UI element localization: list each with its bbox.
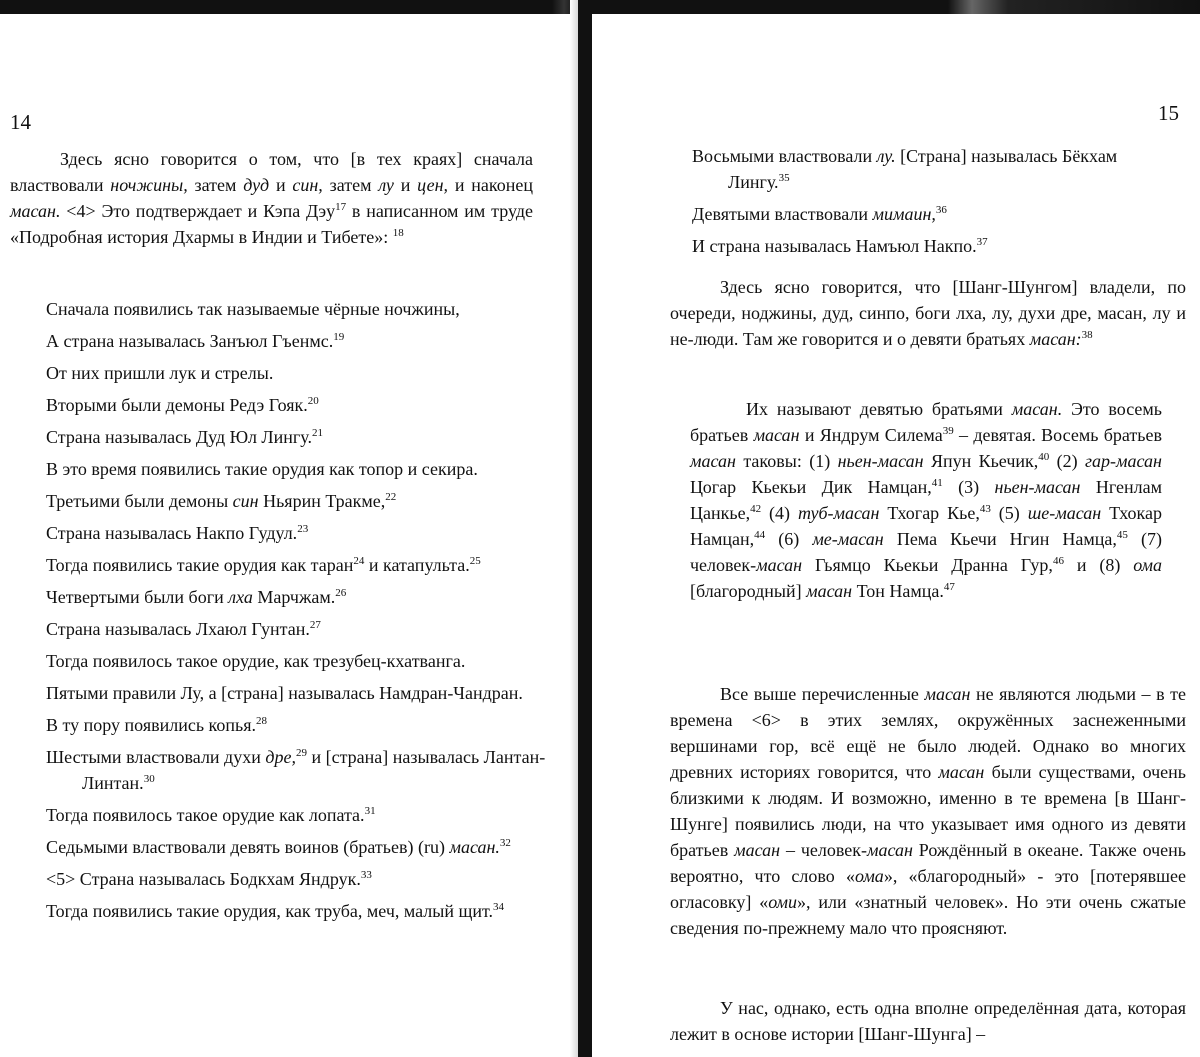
footnote-ref: 17 [335,201,346,213]
block-quote: Их называют девятью братьями масан. Это восемь братьев масан и Яндрум Силема39 – девятая. Восемь братьев масан таковы: (1) ньен-масан Япун Кьечик,40 (2) гар-масан Цогар Кьекьи Дик Намцан,41 (3) ньен-масан Нгенлам Цанкье,42 (4) туб-масан Тхогар Кье,43 (5) ше-масан Тхокар Намцан,44 (6) ме-масан Пема Кьечи Нгин Намца,45 (7) человек-масан Гьямцо Кьекьи Дранна Гур,46 и (8) ома [благородный] масан Тон Намца.47 [690,396,1162,604]
verse-line: <5> Страна называлась Бодкхам Яндрук.33 [46,866,546,892]
right-verse-list [692,143,1152,265]
verse-line: Страна называлась Лхаюл Гунтан.27 [46,616,546,642]
verse-line: Страна называлась Накпо Гудул.23 [46,520,546,546]
verse-line: Седьмыми властвовали девять воинов (братьев) (ru) масан.32 [46,834,546,860]
verse-line: В ту пору появились копья.28 [46,712,546,738]
verse-line: Вторыми были демоны Редэ Гояк.20 [46,392,546,418]
verse-line: Четвертыми были боги лха Марчжам.26 [46,584,546,610]
right-paragraph-3: У нас, однако, есть одна вполне определённая дата, которая лежит в основе истории [Шанг-Шунга] – [670,995,1186,1047]
left-verse-list [46,296,546,930]
verse-line: Третьими были демоны син Ньярин Тракме,22 [46,488,546,514]
book-spine [578,0,592,1057]
verse-line: Тогда появились такие орудия, как труба, меч, малый щит.34 [46,898,546,924]
verse-line: В это время появились такие орудия как топор и секира. [46,456,546,482]
verse-line: Восьмыми властвовали лу. [Страна] называлась Бёкхам Лингу.35 [692,143,1152,195]
verse-line: Тогда появилось такое орудие как лопата.31 [46,802,546,828]
verse-line: От них пришли лук и стрелы. [46,360,546,386]
page-number-left: 14 [10,110,31,135]
right-page [592,0,1200,1057]
spine-shadow [570,0,578,1057]
right-paragraph-1: Здесь ясно говорится, что [Шанг-Шунгом] владели, по очереди, ноджины, дуд, синпо, боги лха, лу, духи дре, масан, лу и не-люди. Там же говорится и о девяти братьях масан:38 [670,274,1186,352]
verse-line: Тогда появилось такое орудие, как трезубец-кхатванга. [46,648,546,674]
verse-line: Пятыми правили Лу, а [страна] называлась Намдран-Чандран. [46,680,546,706]
verse-line: Сначала появились так называемые чёрные ночжины, [46,296,546,322]
verse-line: Шестыми властвовали духи дре,29 и [страна] называлась Лантан-Линтан.30 [46,744,546,796]
page-number-right: 15 [1158,101,1179,126]
verse-line: И страна называлась Намъюл Накпо.37 [692,233,1152,259]
left-intro-paragraph: Здесь ясно говорится о том, что [в тех краях] сначала властвовали ночжины, затем дуд и син, затем лу и цен, и наконец масан. <4> Это подтверждает и Кэпа Дэу17 в написанном им труде «Подробная история Дхармы в Индии и Тибете»: 18 [10,146,533,250]
verse-line: Девятыми властвовали мимаин,36 [692,201,1152,227]
footnote-ref: 18 [393,227,404,239]
right-paragraph-2: Все выше перечисленные масан не являются людьми – в те времена <6> в этих землях, окружённых заснеженными вершинами гор, всё ещё не было людей. Однако во многих древних историях говорится, что масан были существами, очень близкими к людям. И возможно, именно в те времена [в Шанг-Шунге] появились люди, на что указывает имя одного из девяти братьев масан – человек-масан Рождённый в океане. Также очень вероятно, что слово «ома», «благородный» - это [потерявшее огласовку] «оми», или «знатный человек». Но эти очень сжатые сведения по-прежнему мало что проясняют. [670,681,1186,941]
verse-line: Тогда появились такие орудия как таран24 и катапульта.25 [46,552,546,578]
verse-line: Страна называлась Дуд Юл Лингу.21 [46,424,546,450]
verse-line: А страна называлась Занъюл Гъенмс.19 [46,328,546,354]
left-page [0,0,570,1057]
